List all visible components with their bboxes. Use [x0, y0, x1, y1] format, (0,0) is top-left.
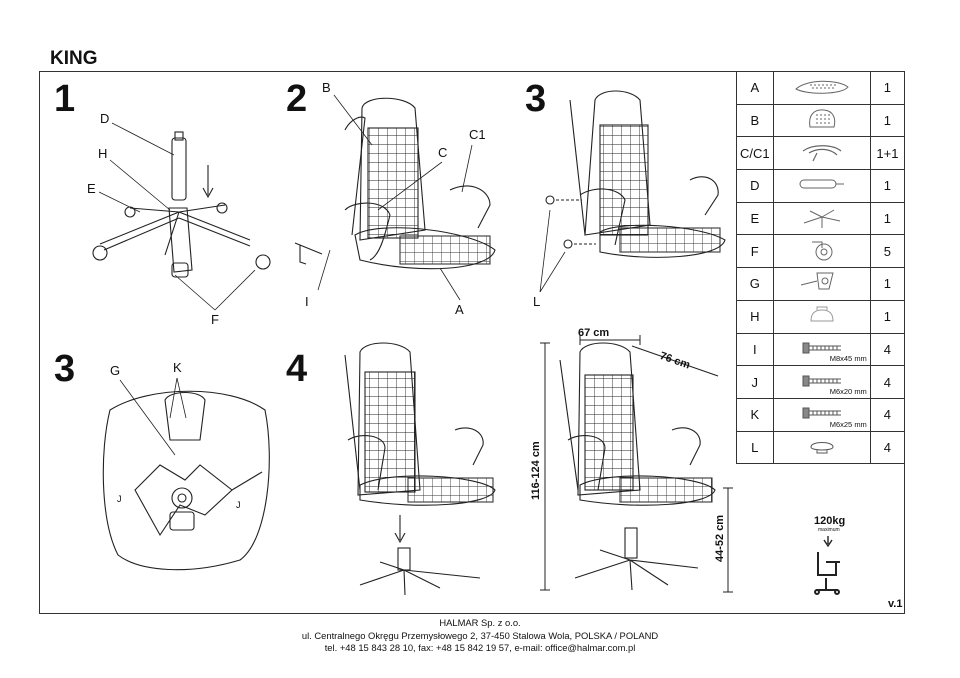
footer-company: HALMAR Sp. z o.o. [439, 617, 521, 628]
part-quantity: 1 [870, 268, 904, 301]
part-quantity: 4 [870, 398, 904, 431]
label-f: F [211, 312, 219, 327]
part-image [773, 398, 870, 431]
part-code: I [737, 333, 774, 366]
step-3a-number: 3 [525, 78, 547, 120]
part-quantity: 4 [870, 431, 904, 464]
part-quantity: 5 [870, 235, 904, 268]
label-h: H [98, 146, 108, 161]
part-code: H [737, 300, 774, 333]
part-image [773, 431, 870, 464]
label-j-left: J [117, 494, 122, 504]
star-base-icon [800, 217, 844, 232]
part-code: K [737, 398, 774, 431]
part-quantity: 1 [870, 202, 904, 235]
dimension-depth: 76 cm [658, 350, 692, 372]
label-l: L [533, 294, 541, 309]
label-e: E [87, 181, 96, 196]
product-title: KING [50, 48, 98, 69]
step-3b-mechanism-drawing [103, 391, 269, 569]
label-c1: C1 [469, 127, 486, 142]
part-quantity: 1 [870, 300, 904, 333]
parts-list-table [736, 71, 905, 464]
gas-lift-icon [796, 179, 848, 194]
weight-limit-text: 120kg [814, 515, 846, 527]
parts-row [737, 300, 905, 333]
company-footer [0, 617, 960, 655]
weight-limit-caption: maximum [818, 527, 840, 533]
backrest-icon [802, 119, 842, 134]
armrest-icon [799, 151, 845, 166]
step-2-number: 2 [286, 78, 308, 120]
cap-icon [807, 443, 837, 458]
part-image [773, 72, 870, 105]
part-spec: M6x25 mm [829, 419, 867, 429]
part-image [773, 300, 870, 333]
dimension-width: 67 cm [578, 327, 610, 339]
label-c: C [438, 145, 448, 160]
part-spec: M6x20 mm [829, 386, 867, 396]
part-code: D [737, 170, 774, 203]
part-spec: M8x45 mm [829, 354, 867, 364]
part-quantity: 1 [870, 170, 904, 203]
part-image [773, 104, 870, 137]
part-quantity: 1 [870, 72, 904, 105]
parts-row [737, 202, 905, 235]
parts-row [737, 235, 905, 268]
mechanism-icon [797, 283, 847, 298]
caster-icon [802, 250, 842, 265]
step-4-chair-drawing [345, 343, 495, 595]
part-code: F [737, 235, 774, 268]
weight-limit-value [814, 515, 845, 533]
parts-row [737, 366, 905, 399]
label-a: A [455, 302, 464, 317]
part-quantity: 1 [870, 104, 904, 137]
step-4-number: 4 [286, 348, 308, 390]
part-code: L [737, 431, 774, 464]
footer-contact: tel. +48 15 843 28 10, fax: +48 15 842 19 57, e-mail: office@halmar.com.pl [324, 642, 636, 654]
parts-row [737, 137, 905, 170]
parts-row [737, 431, 905, 464]
dimension-height: 116-124 cm [530, 441, 542, 500]
step-2-chair-drawing [295, 98, 495, 268]
part-code: J [737, 366, 774, 399]
parts-row [737, 398, 905, 431]
part-quantity: 4 [870, 366, 904, 399]
step-2-leader-lines [318, 95, 472, 300]
parts-row [737, 268, 905, 301]
parts-row [737, 170, 905, 203]
cover-icon [805, 313, 839, 328]
label-j-right: J [236, 500, 241, 510]
step-1-number: 1 [54, 78, 76, 120]
parts-row [737, 333, 905, 366]
part-code: B [737, 104, 774, 137]
part-image [773, 202, 870, 235]
part-image [773, 137, 870, 170]
step-3a-chair-drawing [546, 91, 725, 257]
part-image [773, 268, 870, 301]
footer-address: ul. Centralnego Okręgu Przemysłowego 2, 37-450 Stalowa Wola, POLSKA / POLAND [301, 629, 659, 641]
label-g: G [110, 363, 121, 378]
version-label: v.1 [888, 598, 903, 610]
part-image [773, 170, 870, 203]
part-code: E [737, 202, 774, 235]
label-k: K [173, 360, 182, 375]
label-b: B [322, 80, 331, 95]
dimension-chair-drawing [560, 343, 715, 590]
parts-row [737, 104, 905, 137]
step-3b-leader-lines [120, 378, 186, 455]
part-image [773, 235, 870, 268]
part-quantity: 4 [870, 333, 904, 366]
parts-row [737, 72, 905, 105]
dimension-seat-height: 44-52 cm [714, 514, 726, 562]
step-3a-leader-lines [540, 210, 565, 292]
label-d: D [100, 111, 110, 126]
step-1-base-drawing [93, 132, 270, 277]
seat-icon [792, 85, 852, 100]
part-code: C/C1 [737, 137, 774, 170]
part-code: A [737, 72, 774, 105]
label-i: I [305, 294, 309, 309]
weight-limit-pictogram [815, 536, 840, 594]
part-quantity: 1+1 [870, 137, 904, 170]
part-code: G [737, 268, 774, 301]
part-image [773, 333, 870, 366]
step-3b-number: 3 [54, 348, 76, 390]
part-image [773, 366, 870, 399]
